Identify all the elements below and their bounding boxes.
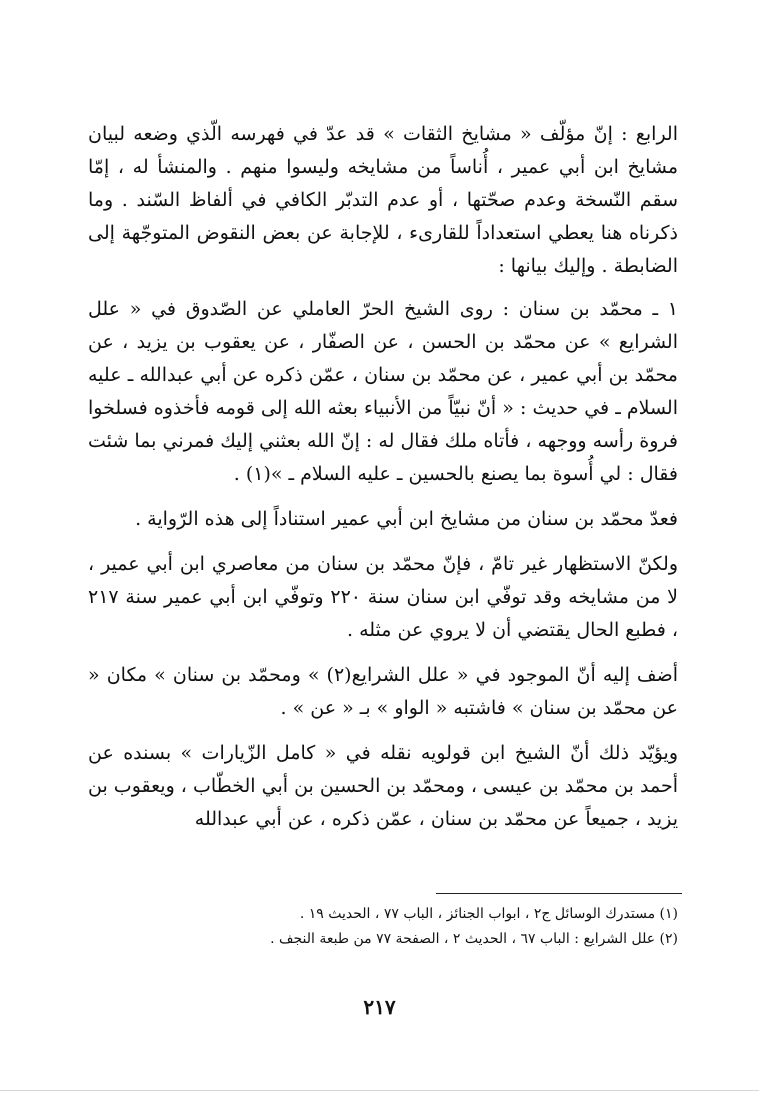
scan-edge-line: [0, 1090, 759, 1091]
main-text: [88, 118, 678, 848]
footnote-2: (٢) علل الشرايع : الباب ٦٧ ، الحديث ٢ ، الصفحة ٧٧ من طبعة النجف .: [270, 931, 678, 947]
footnote-1: (١) مستدرك الوسائل ج٢ ، ابواب الجنائز ، الباب ٧٧ ، الحديث ١٩ .: [299, 906, 678, 922]
footnote-divider: [436, 893, 682, 894]
page-number: ٢١٧: [363, 995, 396, 1019]
paragraph-conclusion: فعدّ محمّد بن سنان من مشايخ ابن أبي عمير استناداً إلى هذه الرّواية .: [135, 508, 678, 530]
paragraph-addition: أضف إليه أنّ الموجود في « علل الشرايع(٢) » ومحمّد بن سنان » مكان « عن محمّد بن سنان » فاشتبه « الواو » بـ « عن » .: [88, 664, 679, 719]
paragraph-support: ويؤيّد ذلك أنّ الشيخ ابن قولويه نقله في « كامل الزّيارات » بسنده عن أحمد بن محمّد بن عيسى ، ومحمّد بن الحسين بن أبي الخطّاب ، ويعقوب بن يزيد ، جميعاً عن محمّد بن سنان ، عمّن ذكره ، عن أبي عبدالله: [88, 742, 678, 830]
paragraph-fourth-point: الرابع : إنّ مؤلّف « مشايخ الثقات » قد عدّ في فهرسه الّذي وضعه لبيان مشايخ ابن أبي عمير ، أُناساً من مشايخه وليسوا منهم . والمنشأ له ، إمّا سقم النّسخة وعدم صحّتها ، أو عدم التدبّر الكافي في ألفاظ السّند . وما ذكرناه هنا يعطي استعداداً للقارىء ، للإجابة عن بعض النقوض المتوجّهة إلى الضابطة . وإليك بيانها :: [88, 123, 678, 277]
footnotes: [88, 902, 678, 952]
paragraph-muhammad-bin-sinan: ١ ـ محمّد بن سنان : روى الشيخ الحرّ العاملي عن الصّدوق في « علل الشرايع » عن محمّد بن الحسن ، عن الصفّار ، عن يعقوب بن يزيد ، عن محمّد بن أبي عمير ، عن محمّد بن سنان ، عمّن ذكره عن أبي عبدالله ـ عليه السلام ـ في حديث : « أنّ نبيّاً من الأنبياء بعثه الله إلى قومه فأخذوه فسلخوا فروة رأسه ووجهه ، فأتاه ملك فقال له : إنّ الله بعثني إليك فمرني بما شئت فقال : لي أُسوة بما يصنع بالحسين ـ عليه السلام ـ »(١) .: [88, 298, 678, 485]
paragraph-objection: ولكنّ الاستظهار غير تامّ ، فإنّ محمّد بن سنان من معاصري ابن أبي عمير ، لا من مشايخه وقد توفّي ابن سنان سنة ٢٢٠ وتوفّي ابن أبي عمير سنة ٢١٧ ، فطبع الحال يقتضي أن لا يروي عن مثله .: [88, 553, 679, 641]
